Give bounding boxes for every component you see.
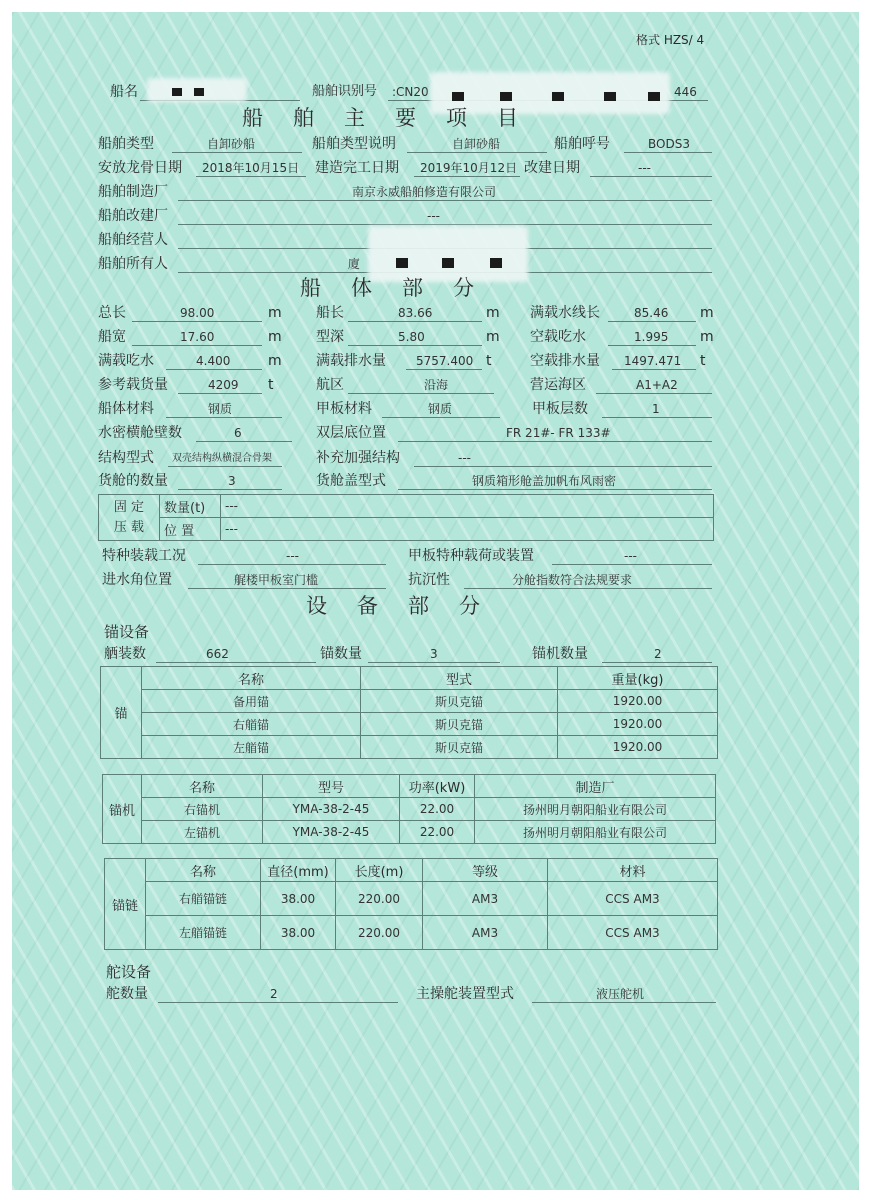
underline	[552, 564, 712, 565]
ref-load-label: 参考载货量	[98, 377, 168, 393]
underline	[156, 662, 316, 663]
nav-area-label: 航区	[316, 377, 344, 393]
table-row	[103, 821, 716, 844]
full-disp-value: 5757.400	[416, 354, 474, 368]
underline	[188, 588, 386, 589]
rebuilder-value: ---	[427, 209, 440, 223]
outfit-number-value: 662	[206, 647, 229, 661]
ship-name-label: 船名	[110, 84, 138, 100]
loa-label: 总长	[98, 305, 126, 321]
windlass-model-cell: YMA-38-2-45	[263, 821, 400, 844]
underline	[132, 321, 262, 322]
redaction-pixel	[452, 92, 464, 101]
lbp-unit: m	[486, 305, 500, 321]
operator-label: 船舶经营人	[98, 232, 168, 248]
deck-material-label: 甲板材料	[316, 401, 372, 417]
underline	[348, 321, 482, 322]
underline	[178, 200, 712, 201]
lwl-value: 85.46	[634, 306, 669, 320]
redaction-pixel	[552, 92, 564, 101]
ref-load-value: 4209	[208, 378, 239, 392]
light-disp-unit: t	[700, 353, 706, 369]
full-draft-value: 4.400	[196, 354, 231, 368]
keel-date-value: 2018年10月15日	[202, 161, 300, 175]
loa-unit: m	[268, 305, 282, 321]
windlass-maker-cell: 扬州明月朝阳船业有限公司	[475, 821, 716, 844]
rudder-count-value: 2	[270, 987, 278, 1001]
full-disp-unit: t	[486, 353, 492, 369]
double-bottom-value: FR 21#- FR 133#	[506, 426, 611, 440]
light-disp-label: 空载排水量	[530, 353, 600, 369]
redaction-pixel	[648, 92, 660, 101]
anchor-col-type: 型式	[361, 667, 558, 690]
anchor-name-cell: 备用锚	[142, 690, 361, 713]
underline	[158, 1002, 398, 1003]
ballast-pos-label: 位 置	[160, 518, 221, 541]
chain-table	[104, 858, 718, 950]
anchor-equipment-heading: 锚设备	[104, 623, 150, 641]
anchor-col-weight: 重量(kg)	[558, 667, 718, 690]
equipment-section-title: 设备部分	[306, 594, 510, 618]
hull-material-value: 钢质	[208, 402, 233, 416]
underline	[132, 345, 262, 346]
underline	[348, 345, 482, 346]
hatch-label: 货舱盖型式	[316, 473, 386, 489]
flood-angle-label: 进水角位置	[102, 572, 172, 588]
windlass-col-power: 功率(kW)	[400, 775, 475, 798]
modify-date-value: ---	[638, 161, 651, 175]
rudder-count-label: 舵数量	[106, 986, 148, 1002]
chain-col-material: 材料	[548, 859, 718, 882]
underline	[596, 393, 712, 394]
windlass-maker-cell: 扬州明月朝阳船业有限公司	[475, 798, 716, 821]
subdivision-label: 抗沉性	[408, 572, 450, 588]
redaction-pixel	[396, 258, 408, 268]
depth-label: 型深	[316, 329, 344, 345]
underline	[608, 345, 696, 346]
underline	[166, 417, 282, 418]
special-load-label: 特种装载工况	[102, 548, 186, 564]
light-disp-value: 1497.471	[624, 354, 682, 368]
ship-type-label: 船舶类型	[98, 136, 154, 152]
underline	[624, 152, 712, 153]
underline	[196, 441, 292, 442]
fixed-ballast-label-1: 固 定	[113, 499, 145, 515]
format-code: 格式 HZS/ 4	[636, 33, 705, 47]
deck-count-label: 甲板层数	[532, 401, 588, 417]
anchor-table	[100, 666, 718, 759]
fixed-ballast-table	[98, 494, 714, 541]
op-area-value: A1+A2	[636, 378, 678, 392]
light-draft-unit: m	[700, 329, 714, 345]
windlass-name-cell: 左锚机	[142, 821, 263, 844]
windlass-count-value: 2	[654, 647, 662, 661]
anchor-type-cell: 斯贝克锚	[361, 713, 558, 736]
depth-value: 5.80	[398, 330, 425, 344]
windlass-model-cell: YMA-38-2-45	[263, 798, 400, 821]
chain-col-grade: 等级	[423, 859, 548, 882]
owner-label: 船舶所有人	[98, 256, 168, 272]
redaction-pixel	[500, 92, 512, 101]
windlass-col-name: 名称	[142, 775, 263, 798]
chain-length-cell: 220.00	[336, 916, 423, 950]
chain-grade-cell: AM3	[423, 882, 548, 916]
hull-material-label: 船体材料	[98, 401, 154, 417]
build-date-value: 2019年10月12日	[420, 161, 518, 175]
underline	[348, 393, 494, 394]
table-row	[105, 916, 718, 950]
underline	[414, 466, 712, 467]
ship-type-desc-label: 船舶类型说明	[312, 136, 396, 152]
table-row	[101, 690, 718, 713]
underline	[196, 176, 306, 177]
redacted-operator-owner	[368, 226, 528, 282]
ship-type-value: 自卸砂船	[207, 137, 256, 151]
maker-value: 南京永威船舶修造有限公司	[352, 185, 497, 199]
ship-type-desc-value: 自卸砂船	[452, 137, 501, 151]
ship-id-label: 船舶识别号	[312, 84, 378, 99]
double-bottom-label: 双层底位置	[316, 425, 386, 441]
nav-area-value: 沿海	[424, 378, 449, 392]
underline	[178, 393, 262, 394]
beam-value: 17.60	[180, 330, 215, 344]
redaction-pixel	[442, 258, 454, 268]
bulkhead-label: 水密横舱壁数	[98, 425, 182, 441]
hatch-value: 钢质箱形舱盖加帆布风雨密	[472, 474, 617, 488]
underline	[178, 489, 282, 490]
certificate-page	[12, 12, 859, 1190]
underline	[407, 152, 547, 153]
beam-label: 船宽	[98, 329, 126, 345]
main-items-title: 船舶主要项目	[242, 106, 548, 130]
table-row	[103, 798, 716, 821]
callsign-label: 船舶呼号	[554, 136, 610, 152]
owner-value: 廈	[348, 257, 361, 271]
structure-label: 结构型式	[98, 450, 154, 466]
underline	[602, 662, 712, 663]
ref-load-unit: t	[268, 377, 274, 393]
anchor-type-cell: 斯贝克锚	[361, 690, 558, 713]
anchor-table-group-label: 锚	[101, 667, 142, 759]
anchor-weight-cell: 1920.00	[558, 736, 718, 759]
depth-unit: m	[486, 329, 500, 345]
windlass-name-cell: 右锚机	[142, 798, 263, 821]
deck-special-label: 甲板特种载荷或装置	[408, 548, 534, 564]
table-row	[101, 713, 718, 736]
underline	[398, 489, 712, 490]
full-disp-label: 满载排水量	[316, 353, 386, 369]
chain-name-cell: 左艏锚链	[146, 916, 261, 950]
modify-date-label: 改建日期	[524, 160, 580, 176]
loa-value: 98.00	[180, 306, 215, 320]
steering-gear-label: 主操舵装置型式	[416, 986, 514, 1002]
fixed-ballast-label-2: 压 载	[113, 519, 145, 535]
windlass-table	[102, 774, 716, 844]
chain-diameter-cell: 38.00	[261, 882, 336, 916]
ballast-pos-value: ---	[221, 518, 714, 541]
lbp-label: 船长	[316, 305, 344, 321]
rudder-equipment-heading: 舵设备	[106, 963, 152, 981]
windlass-count-label: 锚机数量	[532, 646, 588, 662]
anchor-col-name: 名称	[142, 667, 361, 690]
ballast-qty-value: ---	[221, 495, 714, 518]
keel-date-label: 安放龙骨日期	[98, 160, 182, 176]
underline	[464, 588, 712, 589]
flood-angle-value: 艉楼甲板室门槛	[234, 573, 319, 587]
full-draft-unit: m	[268, 353, 282, 369]
fixed-ballast-group-label	[99, 495, 160, 541]
underline	[198, 564, 386, 565]
redaction-pixel	[194, 88, 204, 96]
underline	[608, 321, 696, 322]
anchor-weight-cell: 1920.00	[558, 713, 718, 736]
chain-name-cell: 右艏锚链	[146, 882, 261, 916]
windlass-table-group-label: 锚机	[103, 775, 142, 844]
subdivision-value: 分舱指数符合法规要求	[512, 573, 633, 587]
deck-material-value: 钢质	[428, 402, 453, 416]
special-load-value: ---	[286, 549, 299, 563]
build-date-label: 建造完工日期	[315, 160, 399, 176]
callsign-value: BODS3	[648, 137, 690, 151]
outfit-number-label: 舾装数	[104, 646, 146, 662]
anchor-name-cell: 左艏锚	[142, 736, 361, 759]
underline	[532, 1002, 716, 1003]
table-row	[101, 736, 718, 759]
lwl-unit: m	[700, 305, 714, 321]
underline	[398, 441, 712, 442]
underline	[168, 466, 282, 467]
anchor-type-cell: 斯贝克锚	[361, 736, 558, 759]
chain-table-group-label: 锚链	[105, 859, 146, 950]
redaction-pixel	[490, 258, 502, 268]
windlass-power-cell: 22.00	[400, 821, 475, 844]
underline	[406, 369, 482, 370]
table-row	[105, 882, 718, 916]
op-area-label: 营运海区	[530, 377, 586, 393]
underline	[612, 369, 696, 370]
lwl-label: 满载水线长	[530, 305, 600, 321]
windlass-col-maker: 制造厂	[475, 775, 716, 798]
reinforce-value: ---	[458, 451, 471, 465]
underline	[414, 176, 520, 177]
anchor-count-label: 锚数量	[320, 646, 362, 662]
anchor-name-cell: 右艏锚	[142, 713, 361, 736]
rebuilder-label: 船舶改建厂	[98, 208, 168, 224]
redaction-pixel	[172, 88, 182, 96]
chain-diameter-cell: 38.00	[261, 916, 336, 950]
underline	[602, 417, 712, 418]
ship-id-prefix: :CN20	[392, 85, 429, 99]
ballast-qty-label: 数量(t)	[160, 495, 221, 518]
hold-count-value: 3	[228, 474, 236, 488]
deck-count-value: 1	[652, 402, 660, 416]
redaction-pixel	[604, 92, 616, 101]
underline	[166, 369, 262, 370]
underline	[368, 662, 500, 663]
hold-count-label: 货舱的数量	[98, 473, 168, 489]
full-draft-label: 满载吃水	[98, 353, 154, 369]
light-draft-label: 空载吃水	[530, 329, 586, 345]
beam-unit: m	[268, 329, 282, 345]
structure-value: 双壳结构纵横混合骨架	[172, 453, 272, 464]
chain-col-diameter: 直径(mm)	[261, 859, 336, 882]
underline	[590, 176, 712, 177]
ship-id-suffix: 446	[674, 85, 697, 99]
deck-special-value: ---	[624, 549, 637, 563]
light-draft-value: 1.995	[634, 330, 669, 344]
bulkhead-value: 6	[234, 426, 242, 440]
windlass-power-cell: 22.00	[400, 798, 475, 821]
chain-material-cell: CCS AM3	[548, 916, 718, 950]
chain-col-length: 长度(m)	[336, 859, 423, 882]
anchor-weight-cell: 1920.00	[558, 690, 718, 713]
chain-material-cell: CCS AM3	[548, 882, 718, 916]
chain-grade-cell: AM3	[423, 916, 548, 950]
chain-length-cell: 220.00	[336, 882, 423, 916]
windlass-col-model: 型号	[263, 775, 400, 798]
lbp-value: 83.66	[398, 306, 433, 320]
maker-label: 船舶制造厂	[98, 184, 168, 200]
anchor-count-value: 3	[430, 647, 438, 661]
underline	[172, 152, 302, 153]
underline	[178, 224, 712, 225]
steering-gear-value: 液压舵机	[596, 987, 645, 1001]
hull-section-title: 船体部分	[300, 276, 504, 300]
chain-col-name: 名称	[146, 859, 261, 882]
reinforce-label: 补充加强结构	[316, 450, 400, 466]
underline	[382, 417, 500, 418]
